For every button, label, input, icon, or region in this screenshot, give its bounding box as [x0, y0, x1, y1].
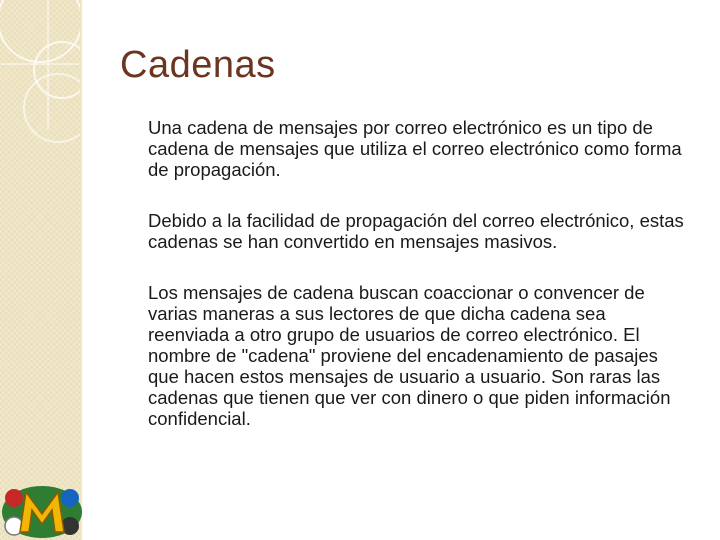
paragraph-2: Debido a la facilidad de propagación del correo electrónico, estas cadenas se han convertido en mensajes masivos.	[148, 210, 684, 252]
paragraph-3: Los mensajes de cadena buscan coaccionar o convencer de varias maneras a sus lectores de que dicha cadena sea reenviada a otro grupo de usuarios de correo electrónico. El nombre de "cadena" proviene del encadenamiento de pasajes que hacen estos mensajes de usuario a usuario. Son raras las cadenas que tienen que ver con dinero o que piden información confidencial.	[148, 282, 671, 429]
band-edge	[80, 0, 83, 540]
paragraph-1: Una cadena de mensajes por correo electrónico es un tipo de cadena de mensajes que utiliza el correo electrónico como forma de propagación.	[148, 117, 682, 180]
decorative-side-band	[0, 0, 80, 540]
decorative-circles	[0, 0, 80, 540]
slide-body	[146, 117, 691, 459]
slide-title: Cadenas	[120, 44, 276, 86]
m-logo-icon	[0, 478, 84, 540]
